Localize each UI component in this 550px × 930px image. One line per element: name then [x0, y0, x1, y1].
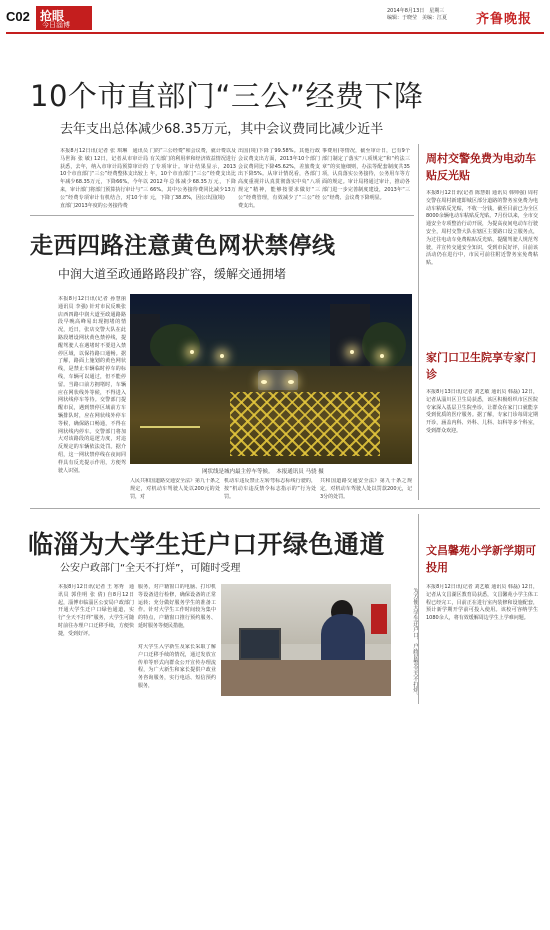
date-line: 2014年8月13日 星期三	[387, 8, 445, 14]
article2-column-left: 本报8月12日讯(记者 孙慧丽 通讯员 李强) 针对市民反映张店西四路中润大道至政通路路段早晚高峰易出现拥堵的情况，近日，张店交警大队在此路段增设网状黄色禁停线，提醒驾驶人在遇堵时不要进入禁停区域，以保持路口通畅。据了解，路面上施划的黄色网状线，是禁止车辆临时停车的标线，车辆可以通过，但不能停留。当路口前方拥堵时，车辆应在网状线外等候，不得进入网状线停车等待。交警部门提醒市民，遇到禁停区域前方车辆排队时，应在网状线外停车等候，确保路口畅通，不得在网状线内停车。交警部门将加大对该路段的巡逻力度，对违反规定的车辆依法处罚。据介绍，这一网状禁停线在夜间同样具有反光提示作用，方便驾驶人识别。	[58, 296, 126, 474]
article2-subhead: 中润大道至政通路路段扩容，缓解交通拥堵	[58, 267, 287, 281]
article2-headline: 走西四路注意黄色网状禁停线	[30, 233, 336, 259]
article2-column-center-2: 机动车违反禁止左转弯标志标线行驶的，按“机动车违反禁令标志指示的”行为处罚。	[224, 478, 316, 500]
editor-line: 编辑：于晓莹 美编：江夏	[387, 15, 448, 21]
article3-column-mid-1: 服务，对户籍窗口的电脑、打印机等设备进行检修，确保设备的正常运转；充分做好服务学生的准备工作。针对大学生工作时间较为集中的特点，户籍窗口推行预约服务、延时服务等便民措施，	[138, 584, 216, 629]
sidebar3-title: 文昌馨苑小学新学期可投用	[426, 544, 536, 574]
article3-headline: 临淄为大学生迁户口开绿色通道	[28, 530, 386, 559]
page-number: C02	[6, 9, 30, 24]
section-name: 抢眼	[40, 9, 65, 23]
photo2-caption: 为方便大学生迁户口，户政民警全天不打烊。	[412, 588, 418, 698]
newspaper-logo: 齐鲁晚报	[476, 12, 533, 27]
article3-column-left: 本报8月12日讯(记者 王 寒秀 通讯员 郭佳明 张 倩) 自8月12日起，淄博市临淄区公安局户政部门开通大学生迁户口绿色通道，实行“全天不打烊”服务，大学生可随时前往办理户口迁移手续，方便快捷，受到好评。	[58, 584, 134, 637]
article2-column-center-3: 共和国道路交通安全法》第九十条之规定，对机动车驾驶人处以罚款200元，记3分的处罚。	[320, 478, 412, 500]
article3-column-mid-2: 对大学生入学新生及家长采取了解户口迁移手续的情况，通过发放宣传单等形式向群众公开宣传办理流程，为广大新生和家长提供户政业务咨询服务，实行电话、短信预约服务，	[138, 644, 216, 689]
page-header	[0, 0, 550, 34]
header-rule	[6, 32, 544, 34]
column-divider	[418, 144, 419, 500]
article1-column-2: 门的“三公经费”和会议费，就计费以及有关部门的利用率和经济效益情况进行了专项审计。审计结果显示，2013年，10个市直部门“三公”经费支出比2012年总体减少68.35万元，下降66%。其中公务接待费同比减少13万元，下降了38.8%，因公出国(境)	[150, 148, 236, 201]
article3-subhead: 公安户政部门“全天不打烊”，可随时受理	[60, 563, 241, 574]
article1-column-3: 出国(境)下降了99.58%。其他行政会议费支出方面，2013年10个部门会议费同比下降45.62%，差旅费支出下降5%。从审计情况看，各部门高度重视并认真贯彻落实中央“八项规定”精神，能够按要求做好“三公”经费管理，有效减少了“三公”经费支出。	[238, 148, 320, 209]
article1-column-4: 事费用)等情况，截至审计日，已有9个部门制定了落实“八项规定”和“约法三章”的实施细则，办法等配套制度共35项，认真落实公务接待，公务用车等方面的规定。审计局将通过审计，推动各部门进一步完善制度建设，2013年“三公”经费、会议费下降明显。	[322, 148, 410, 201]
sidebar2-title: 家门口卫生院享专家门诊	[426, 351, 536, 381]
photo1-caption: 网状线是城内最主停车等候。 本报通讯员 马骁 摄	[202, 469, 324, 475]
divider-2	[30, 508, 540, 509]
sidebar1-body: 本报8月12日讯(记者 陈慧娟 通讯员 韩帅强) 周村交警在周村新建即城区部分道路的警务室免费为电动车粘贴反光贴，不收一分钱。截至目前已为全区8000余辆电动车粘贴反光贴。7月份以来，全市交通安全专项整治行动开展，为提高夜间电动车行驶安全，周村交警大队在辖区主要路口设立服务点，为过往电动车免费粘贴反光贴，提醒驾驶人规范驾驶，并宣传交通安全知识，受到市民好评，目前该活动仍在进行中，市民可前往附近警务室免费粘贴。	[426, 190, 538, 267]
night-road-photo	[130, 294, 412, 464]
sidebar1-title: 周村交警免费为电动车贴反光贴	[426, 152, 536, 182]
sidebar2-body: 本报8月13日讯(记者 刘艺敏 通讯员 韩磊) 12日，记者从淄川区卫生局获悉，该区积极组织市区医院专家深入基层卫生院坐诊，让群众在家门口就能享受到优质的医疗服务。据了解，专家门诊每周定期开诊，涵盖内科、外科、儿科、妇科等多个科室，受到群众欢迎。	[426, 389, 538, 434]
divider-1	[30, 215, 414, 216]
column-divider-2	[418, 514, 419, 704]
section-badge	[36, 6, 92, 30]
section-subname: 今日淄博	[42, 21, 70, 29]
sidebar3-body: 本报8月12日讯(记者 刘艺敏 通讯员 韩磊) 12日，记者从文昌湖区教育局获悉，文昌馨苑小学主体工程已经完工，目前正在进行室内装修和设施配套，预计新学期开学前可投入使用。该校可容纳学生1080余人，将有效缓解周边学生上学难问题。	[426, 584, 538, 622]
article1-headline: 10个市直部门“三公”经费下降	[30, 79, 424, 113]
article1-subhead: 去年支出总体减少68.35万元，其中会议费同比减少近半	[60, 122, 384, 137]
article2-column-center-1: 人民共和国道路交通安全法》第九十条之规定，对机动车驾驶人处以200元的处罚，对	[130, 478, 220, 500]
office-photo	[221, 584, 391, 696]
header-meta	[387, 8, 447, 22]
article1-column-1: 本报8月12日讯(记者 张 琪琳 通讯员 马世海 张 敏) 12日，记者从市审计局获悉，去年，纳入市审计局预算审计的10个市直部门“三公”经费整体支出较上年减少68.35万元，下降66%。今年以来，审计部门将部门预算执行审计与“三公”经费专项审计有机结合，对10个市直部门2013年度的公务接待费	[60, 148, 148, 209]
